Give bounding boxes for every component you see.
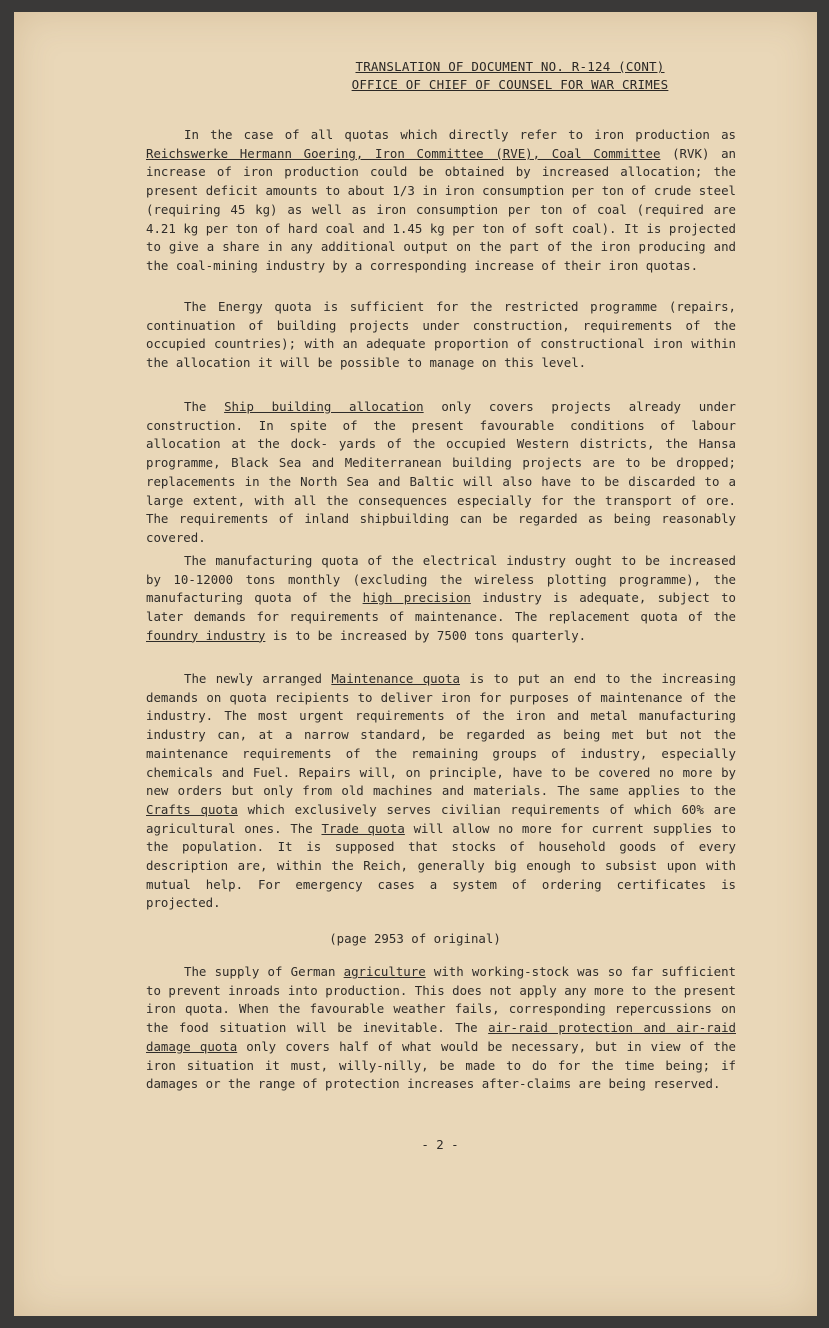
underlined-maintenance-quota: Maintenance quota: [331, 671, 461, 686]
paragraph-agriculture: The supply of German agriculture with working-stock was so far sufficient to prevent inroads into production. This does not apply any more to the present iron quota. When the favourable weather fails, corresponding repercussions on the food situation will be inevitable. The air-raid protection and air-raid damage quota only covers half of what would be necessary, but in view of the iron situation it must, willy-nilly, be made to do for the time being; if damages or the range of protection increases after-claims are being reserved.: [146, 964, 736, 1092]
paragraph-maintenance-quota: The newly arranged Maintenance quota is to put an end to the increasing demands on quota recipients to deliver iron for purposes of maintenance of the industry. The most urgent requirements of the iron and metal manufacturing industry can, at a narrow standard, be regarded as being met but not the maintenance requirements of the remaining groups of industry, especially chemicals and Fuel. Repairs will, on principle, have to be covered no more by new orders but only from old machines and materials. The same applies to the Crafts quota which exclusively serves civilian requirements of which 60% are agricultural ones. The Trade quota will allow no more for current supplies to the population. It is supposed that stocks of household goods of every description are, within the Reich, generally big enough to subsist upon with mutual help. For emergency cases a system of ordering certificates is projected.: [146, 671, 737, 911]
underlined-committees: Reichswerke Hermann Goering, Iron Committee (RVE), Coal Committee: [146, 145, 661, 161]
original-page-reference: (page 2953 of original): [329, 931, 501, 946]
underlined-air-raid-quota: air-raid protection and air-raid damage quota: [146, 1020, 736, 1054]
underlined-crafts-quota: Crafts quota: [146, 801, 238, 817]
header-translation-title: TRANSLATION OF DOCUMENT NO. R-124 (CONT): [355, 59, 665, 74]
underlined-agriculture: agriculture: [343, 964, 426, 979]
paragraph-shipbuilding: The Ship building allocation only covers projects already under construction. In spite of the present favourable conditions of labour allocation at the dock- yards of the occupied Western districts, the Hansa programme, Black Sea and Mediterranean building projects are to be dropped; replacements in the North Sea and Baltic will also have to be discarded to a large extent, with all the consequences especially for the transport of ore. The requirements of inland shipbuilding can be regarded as being reasonably covered.: [146, 399, 736, 545]
paragraph-manufacturing-quota: The manufacturing quota of the electrical industry ought to be increased by 10-12000 tons monthly (excluding the wireless plotting programme), the manufacturing quota of the high precision industry is adequate, subject to later demands for requirements of maintenance. The replacement quota of the foundry industry is to be increased by 7500 tons quarterly.: [146, 553, 736, 643]
page-number: - 2 -: [421, 1137, 459, 1152]
header-office-title: OFFICE OF CHIEF OF COUNSEL FOR WAR CRIMES: [351, 77, 669, 92]
underlined-trade-quota: Trade quota: [321, 820, 405, 836]
underlined-high-precision: high precision: [362, 590, 471, 606]
paragraph-iron-quotas: In the case of all quotas which directly refer to iron production as Reichswerke Hermann Goering, Iron Committee (RVE), Coal Committee (RVK) an increase of iron production could be obtained by increased allocation; the present deficit amounts to about 1/3 in iron consumption per ton of crude steel (requiring 45 kg) as well as iron consumption per ton of coal (required are 4.21 kg per ton of hard coal and 1.45 kg per ton of soft coal). It is projected to give a share in any additional output on the part of the iron producing and the coal-mining industry by a corresponding increase of their iron quotas.: [146, 127, 736, 273]
underlined-foundry-industry: foundry industry: [146, 627, 266, 643]
underlined-shipbuilding: Ship building allocation: [224, 399, 424, 414]
paragraph-energy-quota: The Energy quota is sufficient for the restricted programme (repairs, continuation of building projects under construction, requirements of the occupied countries); with an adequate proportion of constructional iron within the allocation it will be possible to manage on this level.: [146, 299, 736, 371]
document-header: [300, 58, 720, 94]
